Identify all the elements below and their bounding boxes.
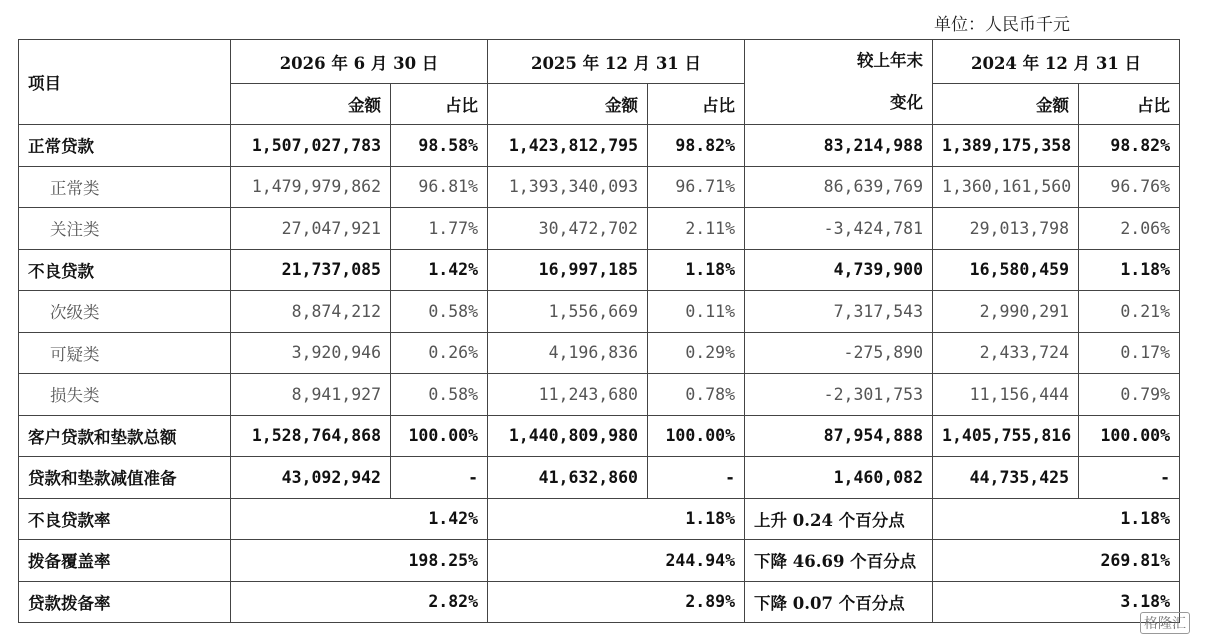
amount-2026: 3,920,946 xyxy=(231,332,391,374)
row-label: 关注类 xyxy=(19,208,231,250)
header-ratio-2: 占比 xyxy=(648,84,745,125)
header-period-2026-06: 2026 年 6 月 30 日 xyxy=(231,40,488,84)
row-label: 客户贷款和垫款总额 xyxy=(19,415,231,457)
ratio-2026: 96.81% xyxy=(391,166,488,208)
rate-2026: 2.82% xyxy=(231,581,488,623)
header-amount-2: 金额 xyxy=(488,84,648,125)
amount-2025: 41,632,860 xyxy=(488,457,648,499)
table-row xyxy=(19,125,1180,167)
ratio-2026: - xyxy=(391,457,488,499)
ratio-2026: 0.26% xyxy=(391,332,488,374)
row-label: 正常类 xyxy=(19,166,231,208)
amount-2024: 1,360,161,560 xyxy=(933,166,1079,208)
change-value: 4,739,900 xyxy=(745,249,933,291)
header-change-line2: 变化 xyxy=(890,93,924,112)
amount-2025: 11,243,680 xyxy=(488,374,648,416)
amount-2024: 44,735,425 xyxy=(933,457,1079,499)
ratio-2026: 0.58% xyxy=(391,291,488,333)
rate-label: 拨备覆盖率 xyxy=(19,540,231,582)
ratio-2026: 1.42% xyxy=(391,249,488,291)
row-label: 正常贷款 xyxy=(19,125,231,167)
rate-2025: 2.89% xyxy=(488,581,745,623)
header-period-2024-12: 2024 年 12 月 31 日 xyxy=(933,40,1180,84)
amount-2026: 1,507,027,783 xyxy=(231,125,391,167)
ratio-2026: 1.77% xyxy=(391,208,488,250)
ratio-2026: 98.58% xyxy=(391,125,488,167)
ratio-2026: 100.00% xyxy=(391,415,488,457)
rate-row xyxy=(19,498,1180,540)
loan-quality-table xyxy=(18,39,1180,623)
table-row xyxy=(19,208,1180,250)
amount-2024: 1,389,175,358 xyxy=(933,125,1079,167)
row-label: 可疑类 xyxy=(19,332,231,374)
rate-2026: 198.25% xyxy=(231,540,488,582)
change-value: -3,424,781 xyxy=(745,208,933,250)
amount-2024: 16,580,459 xyxy=(933,249,1079,291)
ratio-2025: - xyxy=(648,457,745,499)
ratio-2024: 0.79% xyxy=(1079,374,1180,416)
amount-2025: 4,196,836 xyxy=(488,332,648,374)
rate-change: 上升 0.24 个百分点 xyxy=(745,498,933,540)
header-amount-3: 金额 xyxy=(933,84,1079,125)
change-value: -275,890 xyxy=(745,332,933,374)
table-row xyxy=(19,374,1180,416)
amount-2026: 43,092,942 xyxy=(231,457,391,499)
amount-2024: 11,156,444 xyxy=(933,374,1079,416)
amount-2026: 1,479,979,862 xyxy=(231,166,391,208)
amount-2025: 1,423,812,795 xyxy=(488,125,648,167)
ratio-2024: 0.21% xyxy=(1079,291,1180,333)
header-change xyxy=(745,40,933,125)
ratio-2024: 0.17% xyxy=(1079,332,1180,374)
amount-2026: 21,737,085 xyxy=(231,249,391,291)
rate-row xyxy=(19,540,1180,582)
header-row-1 xyxy=(19,40,1180,84)
change-value: 7,317,543 xyxy=(745,291,933,333)
amount-2025: 30,472,702 xyxy=(488,208,648,250)
row-label: 损失类 xyxy=(19,374,231,416)
rate-label: 不良贷款率 xyxy=(19,498,231,540)
header-ratio-1: 占比 xyxy=(391,84,488,125)
amount-2024: 2,433,724 xyxy=(933,332,1079,374)
table-row xyxy=(19,332,1180,374)
rate-2025: 1.18% xyxy=(488,498,745,540)
ratio-2025: 96.71% xyxy=(648,166,745,208)
header-period-2025-12: 2025 年 12 月 31 日 xyxy=(488,40,745,84)
change-value: -2,301,753 xyxy=(745,374,933,416)
ratio-2025: 0.11% xyxy=(648,291,745,333)
rate-2026: 1.42% xyxy=(231,498,488,540)
amount-2024: 29,013,798 xyxy=(933,208,1079,250)
rate-change: 下降 46.69 个百分点 xyxy=(745,540,933,582)
table-row xyxy=(19,291,1180,333)
ratio-2024: 96.76% xyxy=(1079,166,1180,208)
rate-row xyxy=(19,581,1180,623)
header-amount-1: 金额 xyxy=(231,84,391,125)
ratio-2024: 1.18% xyxy=(1079,249,1180,291)
ratio-2025: 2.11% xyxy=(648,208,745,250)
rate-label: 贷款拨备率 xyxy=(19,581,231,623)
rate-2024: 269.81% xyxy=(933,540,1180,582)
ratio-2026: 0.58% xyxy=(391,374,488,416)
change-value: 1,460,082 xyxy=(745,457,933,499)
row-label: 贷款和垫款减值准备 xyxy=(19,457,231,499)
row-label: 次级类 xyxy=(19,291,231,333)
rate-2024: 3.18% xyxy=(933,581,1180,623)
ratio-2025: 100.00% xyxy=(648,415,745,457)
amount-2025: 1,556,669 xyxy=(488,291,648,333)
ratio-2024: 2.06% xyxy=(1079,208,1180,250)
amount-2026: 8,941,927 xyxy=(231,374,391,416)
header-change-line1: 较上年末 xyxy=(857,51,924,70)
amount-2026: 8,874,212 xyxy=(231,291,391,333)
unit-label: 单位：人民币千元 xyxy=(934,15,1070,35)
ratio-2025: 98.82% xyxy=(648,125,745,167)
rate-change: 下降 0.07 个百分点 xyxy=(745,581,933,623)
table-row xyxy=(19,249,1180,291)
amount-2026: 1,528,764,868 xyxy=(231,415,391,457)
header-item: 项目 xyxy=(19,40,231,125)
ratio-2025: 1.18% xyxy=(648,249,745,291)
amount-2024: 1,405,755,816 xyxy=(933,415,1079,457)
table-row xyxy=(19,415,1180,457)
ratio-2024: - xyxy=(1079,457,1180,499)
amount-2025: 1,440,809,980 xyxy=(488,415,648,457)
watermark-logo: 格隆汇 xyxy=(1140,612,1190,634)
change-value: 86,639,769 xyxy=(745,166,933,208)
change-value: 87,954,888 xyxy=(745,415,933,457)
amount-2026: 27,047,921 xyxy=(231,208,391,250)
change-value: 83,214,988 xyxy=(745,125,933,167)
amount-2024: 2,990,291 xyxy=(933,291,1079,333)
table-row xyxy=(19,166,1180,208)
rate-2025: 244.94% xyxy=(488,540,745,582)
amount-2025: 1,393,340,093 xyxy=(488,166,648,208)
row-label: 不良贷款 xyxy=(19,249,231,291)
amount-2025: 16,997,185 xyxy=(488,249,648,291)
header-ratio-3: 占比 xyxy=(1079,84,1180,125)
ratio-2024: 100.00% xyxy=(1079,415,1180,457)
table-row xyxy=(19,457,1180,499)
ratio-2025: 0.29% xyxy=(648,332,745,374)
rate-2024: 1.18% xyxy=(933,498,1180,540)
ratio-2024: 98.82% xyxy=(1079,125,1180,167)
ratio-2025: 0.78% xyxy=(648,374,745,416)
